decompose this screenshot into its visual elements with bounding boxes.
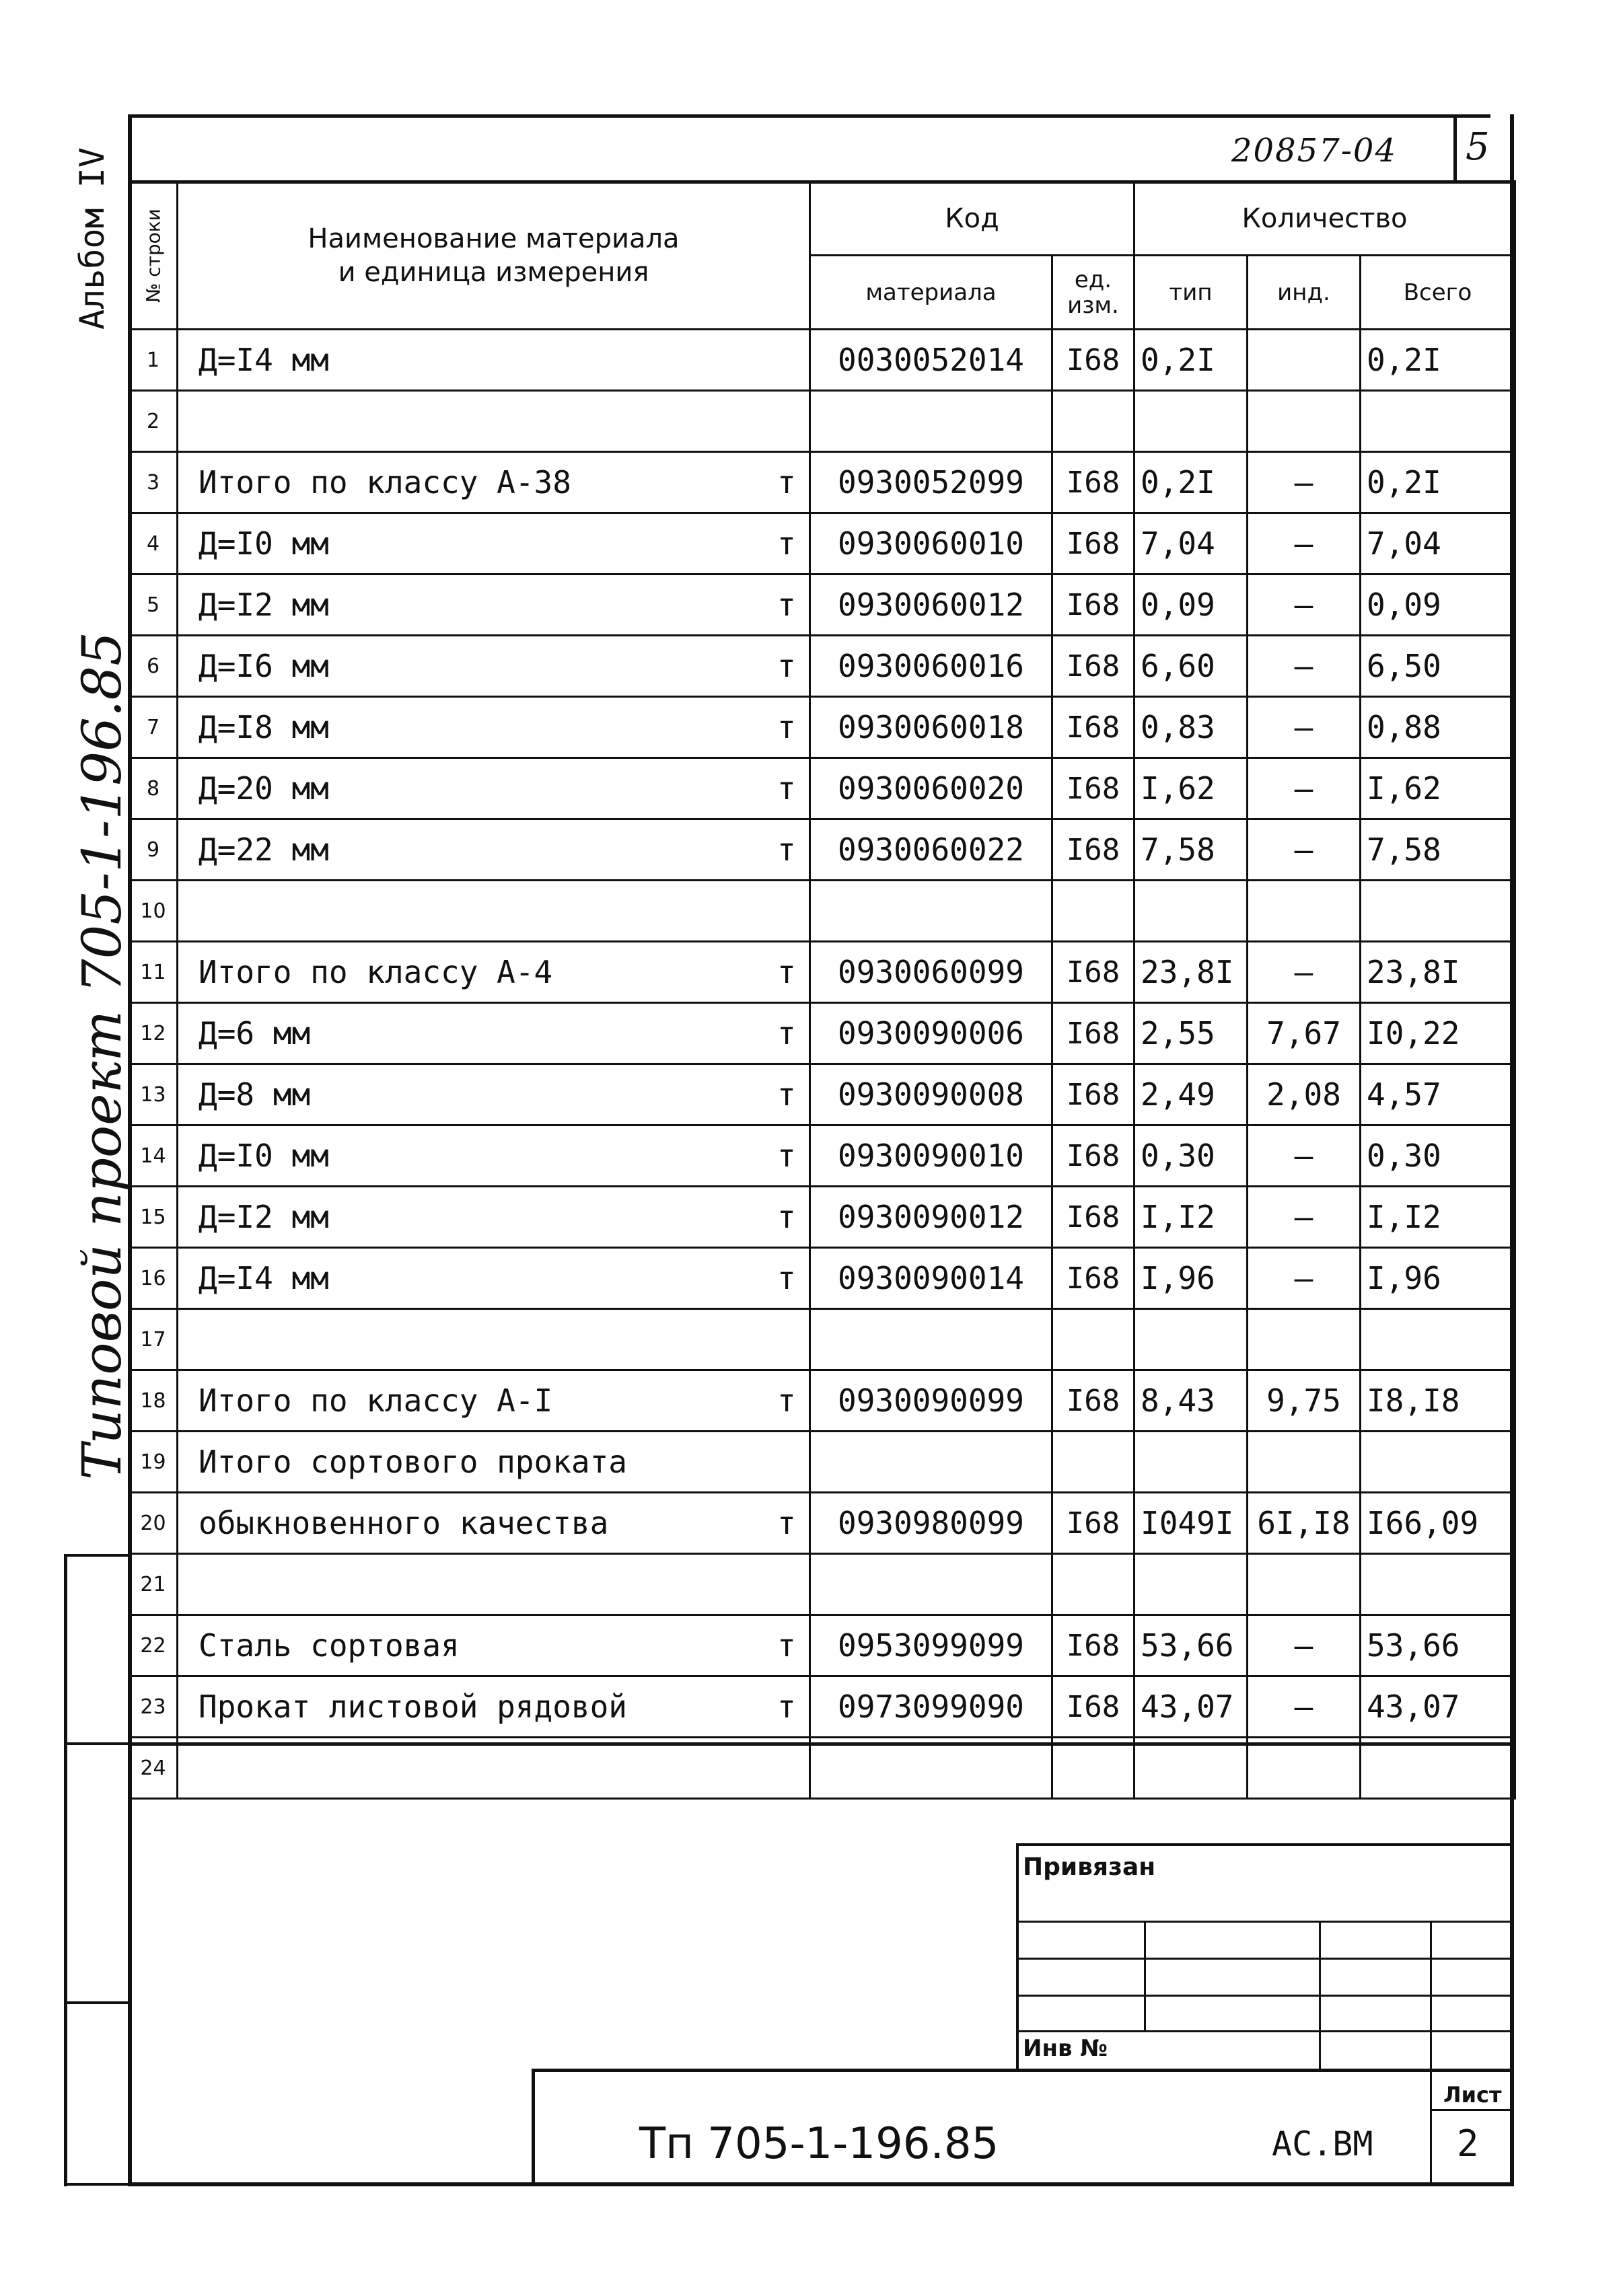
unit-code-cell [1052,1432,1134,1493]
table-row [129,1309,1515,1370]
material-code-cell: 0030052014 [810,330,1052,391]
qty-total-cell: I66,09 [1361,1493,1515,1554]
row-number-cell: 24 [129,1738,178,1799]
qty-total-cell: 0,30 [1361,1125,1515,1187]
header-qty-ind: инд. [1248,256,1361,330]
qty-total-cell: 0,2I [1361,330,1515,391]
unit-code-cell: I68 [1052,758,1134,819]
material-name-cell [178,1248,810,1309]
qty-ind-cell: – [1248,942,1361,1003]
qty-total-cell: 7,04 [1361,513,1515,575]
material-name-cell [178,636,810,697]
main-stamp-left [532,2069,535,2186]
qty-total-cell [1361,1738,1515,1799]
material-name-cell [178,391,810,452]
stamp-col-3 [1430,1921,1432,2186]
qty-type-cell: 0,09 [1134,575,1248,636]
qty-ind-cell: 7,67 [1248,1003,1361,1064]
material-name-cell [178,330,810,391]
material-name: Д=I8 мм [199,709,329,745]
material-name-cell [178,758,810,819]
header-name [178,182,810,330]
table-row [129,1738,1515,1799]
material-name-cell [178,697,810,758]
row-number-cell: 5 [129,575,178,636]
measure-unit: т [777,1260,796,1296]
row-number-cell: 18 [129,1370,178,1432]
measure-unit: т [777,1627,796,1664]
qty-ind-cell: 6I,I8 [1248,1493,1361,1554]
row-number-cell: 9 [129,819,178,881]
qty-ind-cell: – [1248,1248,1361,1309]
unit-code-cell [1052,1738,1134,1799]
qty-type-cell: 53,66 [1134,1615,1248,1676]
stamp-row-1 [1016,1921,1514,1923]
material-code-cell: 0930090010 [810,1125,1052,1187]
measure-unit: т [777,954,796,990]
unit-code-cell: I68 [1052,1064,1134,1125]
material-name-cell [178,1064,810,1125]
material-name-cell [178,575,810,636]
header-code-unit: ед. изм. [1052,256,1134,330]
stamp-col-2 [1319,1921,1321,2072]
material-code-cell: 0930060018 [810,697,1052,758]
material-name: Прокат листовой рядовой [199,1689,627,1725]
unit-code-cell [1052,1309,1134,1370]
row-number-cell: 6 [129,636,178,697]
measure-unit: т [777,464,796,501]
unit-code-cell: I68 [1052,1370,1134,1432]
material-name-cell [178,942,810,1003]
material-name: Д=I2 мм [199,1199,329,1235]
material-name: Итого сортового проката [199,1444,627,1480]
qty-type-cell: 0,2I [1134,452,1248,513]
row-number-cell: 2 [129,391,178,452]
material-code-cell: 0953099099 [810,1615,1052,1676]
table-row [129,758,1515,819]
unit-code-cell: I68 [1052,942,1134,1003]
qty-type-cell: 0,83 [1134,697,1248,758]
row-number-cell: 10 [129,881,178,942]
header-qty-total: Всего [1361,256,1515,330]
material-code-cell: 0930060099 [810,942,1052,1003]
unit-code-cell: I68 [1052,1187,1134,1248]
qty-type-cell: I,62 [1134,758,1248,819]
table-row [129,513,1515,575]
unit-code-cell: I68 [1052,636,1134,697]
measure-unit: т [777,525,796,562]
row-number-cell: 16 [129,1248,178,1309]
qty-type-cell [1134,1432,1248,1493]
material-code-cell: 0930980099 [810,1493,1052,1554]
table-row [129,575,1515,636]
qty-type-cell [1134,1309,1248,1370]
qty-ind-cell [1248,330,1361,391]
table-row [129,391,1515,452]
material-name: Д=I4 мм [199,342,329,378]
table-row [129,330,1515,391]
material-code-cell: 0930090006 [810,1003,1052,1064]
linked-label: Привязан [1023,1853,1156,1881]
material-code-cell: 0930060012 [810,575,1052,636]
row-number-cell: 7 [129,697,178,758]
material-name-cell [178,1676,810,1738]
material-code-cell [810,1554,1052,1615]
header-row-no-label: № строки [142,208,164,303]
measure-unit: т [777,831,796,868]
row-number-cell: 13 [129,1064,178,1125]
measure-unit: т [777,1689,796,1725]
stamp-row-3 [1016,1995,1514,1997]
unit-code-cell: I68 [1052,697,1134,758]
material-code-cell: 0930090008 [810,1064,1052,1125]
row-number-cell: 20 [129,1493,178,1554]
measure-unit: т [777,709,796,745]
material-name-cell [178,1125,810,1187]
unit-code-cell: I68 [1052,513,1134,575]
measure-unit: т [777,587,796,623]
qty-total-cell: I,96 [1361,1248,1515,1309]
sheet-label: Лист [1443,2082,1502,2108]
material-name-cell [178,1370,810,1432]
unit-code-cell [1052,391,1134,452]
material-code-cell [810,1309,1052,1370]
unit-code-cell: I68 [1052,1676,1134,1738]
measure-unit: т [777,1382,796,1419]
material-code-cell [810,1738,1052,1799]
measure-unit: т [777,1505,796,1541]
qty-total-cell: 0,2I [1361,452,1515,513]
material-code-cell: 0930060020 [810,758,1052,819]
qty-type-cell: 2,49 [1134,1064,1248,1125]
row-number-cell: 12 [129,1003,178,1064]
qty-total-cell: 53,66 [1361,1615,1515,1676]
qty-ind-cell: – [1248,1676,1361,1738]
document-code: АС.ВМ [1272,2124,1373,2163]
row-number-cell: 23 [129,1676,178,1738]
material-name-cell [178,1187,810,1248]
qty-type-cell [1134,1554,1248,1615]
qty-total-cell: 7,58 [1361,819,1515,881]
qty-type-cell: 0,2I [1134,330,1248,391]
qty-type-cell: 0,30 [1134,1125,1248,1187]
qty-ind-cell [1248,1309,1361,1370]
qty-type-cell: I,I2 [1134,1187,1248,1248]
unit-code-cell: I68 [1052,1248,1134,1309]
material-code-cell: 0930090012 [810,1187,1052,1248]
qty-ind-cell: – [1248,1615,1361,1676]
material-name-cell [178,1615,810,1676]
table-row [129,1615,1515,1676]
material-code-cell: 0930090099 [810,1370,1052,1432]
qty-ind-cell [1248,391,1361,452]
row-number-cell: 8 [129,758,178,819]
material-name-cell [178,1003,810,1064]
table-row [129,636,1515,697]
qty-total-cell [1361,881,1515,942]
material-name-cell [178,452,810,513]
qty-total-cell: 6,50 [1361,636,1515,697]
qty-total-cell: 23,8I [1361,942,1515,1003]
row-number-cell: 14 [129,1125,178,1187]
material-code-cell [810,881,1052,942]
qty-type-cell: 6,60 [1134,636,1248,697]
qty-ind-cell [1248,1738,1361,1799]
qty-total-cell: 43,07 [1361,1676,1515,1738]
table-row [129,452,1515,513]
header-code: Код [810,182,1134,256]
qty-type-cell: I049I [1134,1493,1248,1554]
side-label-project: Типовой проект 705-1-196.85 [71,631,133,1480]
table-row [129,1554,1515,1615]
unit-code-cell: I68 [1052,819,1134,881]
inventory-number-label: Инв № [1023,2035,1108,2062]
material-name: Итого по классу А-38 [199,464,571,501]
qty-ind-cell: – [1248,636,1361,697]
materials-table [128,180,1516,1800]
row-number-cell: 22 [129,1615,178,1676]
unit-code-cell: I68 [1052,452,1134,513]
row-number-cell: 17 [129,1309,178,1370]
row-number-cell: 3 [129,452,178,513]
qty-ind-cell [1248,1554,1361,1615]
qty-total-cell [1361,1309,1515,1370]
material-name: Д=I4 мм [199,1260,329,1296]
qty-type-cell: 8,43 [1134,1370,1248,1432]
material-name: Д=6 мм [199,1015,311,1051]
qty-ind-cell: – [1248,513,1361,575]
page-number: 5 [1466,125,1490,169]
qty-type-cell: 7,58 [1134,819,1248,881]
qty-total-cell: 0,88 [1361,697,1515,758]
project-number: Тп 705-1-196.85 [639,2119,999,2169]
table-row [129,881,1515,942]
qty-ind-cell [1248,1432,1361,1493]
left-margin-strip-low [64,2001,128,2004]
material-name: Д=I2 мм [199,587,329,623]
table-row [129,1248,1515,1309]
qty-type-cell [1134,1738,1248,1799]
stamp-col-1 [1144,1921,1146,2032]
qty-type-cell: 43,07 [1134,1676,1248,1738]
measure-unit: т [777,770,796,807]
material-code-cell: 0930060016 [810,636,1052,697]
qty-total-cell: I8,I8 [1361,1370,1515,1432]
material-code-cell: 0930060010 [810,513,1052,575]
qty-ind-cell: – [1248,1187,1361,1248]
measure-unit: т [777,1015,796,1051]
header-code-material: материала [810,256,1052,330]
row-number-cell: 4 [129,513,178,575]
material-name-cell [178,819,810,881]
material-code-cell [810,391,1052,452]
qty-total-cell [1361,1432,1515,1493]
unit-code-cell: I68 [1052,1125,1134,1187]
unit-code-cell: I68 [1052,330,1134,391]
measure-unit: т [777,1138,796,1174]
main-stamp-top [532,2069,1514,2072]
materials-table-body [129,330,1515,1799]
unit-code-cell [1052,881,1134,942]
qty-type-cell: I,96 [1134,1248,1248,1309]
unit-code-cell [1052,1554,1134,1615]
measure-unit: т [777,1199,796,1235]
qty-ind-cell [1248,881,1361,942]
header-name-line1: Наименование материала [308,223,680,254]
header-quantity: Количество [1134,182,1515,256]
row-number-cell: 11 [129,942,178,1003]
qty-ind-cell: – [1248,758,1361,819]
measure-unit: т [777,1076,796,1113]
material-name: Д=I0 мм [199,525,329,562]
qty-ind-cell: 9,75 [1248,1370,1361,1432]
qty-total-cell: 4,57 [1361,1064,1515,1125]
qty-total-cell: I,I2 [1361,1187,1515,1248]
table-row [129,1125,1515,1187]
table-row [129,1064,1515,1125]
side-label-album: Альбом IV [73,147,112,330]
material-name: Д=22 мм [199,831,329,868]
unit-code-cell: I68 [1052,575,1134,636]
material-name: Д=8 мм [199,1076,311,1113]
qty-type-cell [1134,881,1248,942]
qty-ind-cell: – [1248,452,1361,513]
sheet-code: 20857-04 [1231,132,1397,170]
qty-type-cell: 7,04 [1134,513,1248,575]
table-row [129,1370,1515,1432]
material-name-cell [178,1309,810,1370]
header-row-no [129,182,178,330]
unit-code-cell: I68 [1052,1493,1134,1554]
measure-unit: т [777,648,796,684]
material-code-cell [810,1432,1052,1493]
stamp-row-4 [1016,2030,1514,2032]
frame-top-rule [128,114,1490,118]
table-row [129,1187,1515,1248]
table-row [129,1432,1515,1493]
qty-ind-cell: 2,08 [1248,1064,1361,1125]
material-name-cell [178,1738,810,1799]
sheet-value: 2 [1457,2122,1479,2165]
material-name-cell [178,1493,810,1554]
left-margin-strip-mid [64,1742,128,1745]
material-code-cell: 0930052099 [810,452,1052,513]
qty-total-cell [1361,1554,1515,1615]
qty-ind-cell: – [1248,819,1361,881]
left-margin-strip-bottom [64,2183,128,2186]
table-row [129,697,1515,758]
header-qty-type: тип [1134,256,1248,330]
stamp-row-2 [1016,1958,1514,1960]
header-name-line2: и единица измерения [338,256,649,288]
qty-type-cell [1134,391,1248,452]
qty-total-cell: I,62 [1361,758,1515,819]
material-name: обыкновенного качества [199,1505,609,1541]
material-name: Итого по классу А-I [199,1382,553,1419]
material-name: Д=I0 мм [199,1138,329,1174]
qty-total-cell: I0,22 [1361,1003,1515,1064]
material-name-cell [178,1432,810,1493]
left-margin-strip [64,1554,67,2186]
material-name: Итого по классу А-4 [199,954,553,990]
table-row [129,1493,1515,1554]
qty-type-cell: 2,55 [1134,1003,1248,1064]
table-row [129,819,1515,881]
material-name-cell [178,881,810,942]
material-name: Сталь сортовая [199,1627,460,1664]
table-row [129,942,1515,1003]
material-name-cell [178,1554,810,1615]
qty-ind-cell: – [1248,697,1361,758]
qty-total-cell: 0,09 [1361,575,1515,636]
material-code-cell: 0973099090 [810,1676,1052,1738]
row-number-cell: 15 [129,1187,178,1248]
unit-code-cell: I68 [1052,1615,1134,1676]
table-row [129,1003,1515,1064]
qty-ind-cell: – [1248,1125,1361,1187]
row-number-cell: 19 [129,1432,178,1493]
material-name-cell [178,513,810,575]
material-name: Д=I6 мм [199,648,329,684]
row-number-cell: 1 [129,330,178,391]
qty-total-cell [1361,391,1515,452]
qty-ind-cell: – [1248,575,1361,636]
left-margin-strip-top [64,1554,128,1557]
table-row [129,1676,1515,1738]
material-name: Д=20 мм [199,770,329,807]
title-block-rule [128,1742,1514,1746]
stamp-box-top [1016,1843,1514,1846]
row-number-cell: 21 [129,1554,178,1615]
sheet-cell-rule [1430,2109,1514,2111]
material-code-cell: 0930060022 [810,819,1052,881]
qty-type-cell: 23,8I [1134,942,1248,1003]
material-code-cell: 0930090014 [810,1248,1052,1309]
page-number-divider [1453,114,1457,182]
unit-code-cell: I68 [1052,1003,1134,1064]
